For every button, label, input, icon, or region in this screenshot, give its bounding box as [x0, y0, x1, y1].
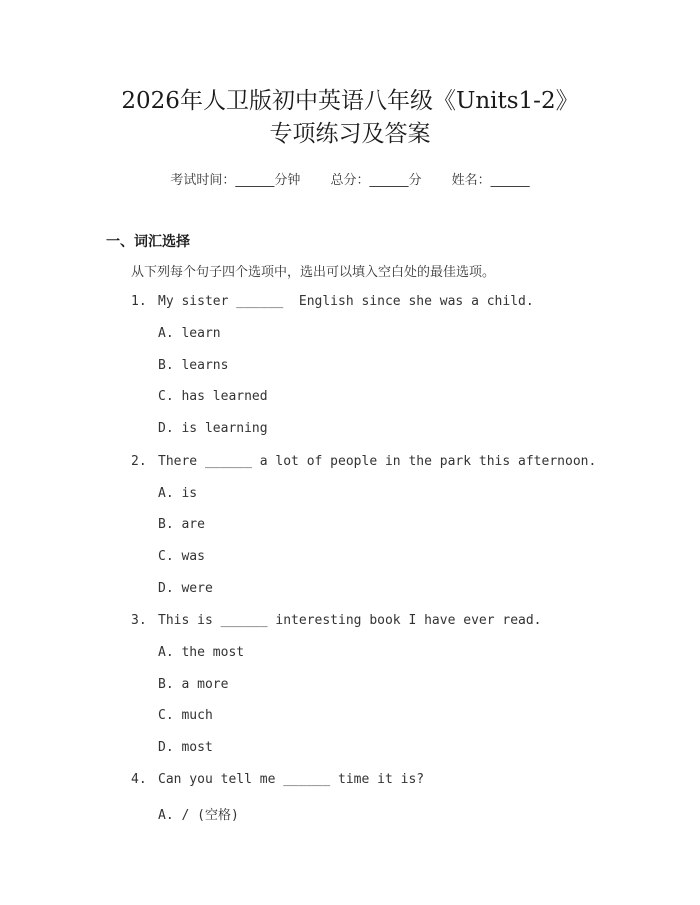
section-heading: 一、词汇选择 [106, 234, 190, 250]
option-d[interactable]: D. is learning [158, 421, 268, 436]
page-title-line1: 2026年人卫版初中英语八年级《Units1-2》 [121, 88, 579, 114]
exam-time-field: 考试时间：______分钟 [170, 173, 301, 188]
option-c[interactable]: C. much [158, 708, 213, 723]
option-a[interactable]: A. learn [158, 326, 221, 341]
option-c[interactable]: C. has learned [158, 389, 268, 404]
option-a[interactable]: A. the most [158, 645, 245, 660]
option-b[interactable]: B. a more [158, 677, 229, 692]
question-text: There ______ a lot of people in the park this afternoon. [158, 454, 597, 469]
question-text: My sister ______ English since she was a child. [158, 294, 534, 309]
exam-score-field: 总分：______分 [330, 173, 422, 188]
section-instruction: 从下列每个句子四个选项中，选出可以填入空白处的最佳选项。 [131, 265, 496, 280]
page-title-line2: 专项练习及答案 [269, 121, 431, 147]
question-number: 3. [131, 613, 147, 628]
option-b[interactable]: B. are [158, 517, 205, 532]
option-d[interactable]: D. most [158, 740, 213, 755]
option-b[interactable]: B. learns [158, 358, 229, 373]
question-text: Can you tell me ______ time it is? [158, 772, 425, 787]
option-c[interactable]: C. was [158, 549, 205, 564]
question-number: 2. [131, 454, 147, 469]
option-a[interactable]: A. / (空格) [158, 808, 239, 823]
question-text: This is ______ interesting book I have ever read. [158, 613, 542, 628]
question-number: 4. [131, 772, 147, 787]
option-a[interactable]: A. is [158, 486, 198, 501]
student-name-field: 姓名：______ [451, 173, 530, 188]
option-d[interactable]: D. were [158, 581, 213, 596]
exam-info [0, 169, 700, 188]
question-number: 1. [131, 294, 147, 309]
